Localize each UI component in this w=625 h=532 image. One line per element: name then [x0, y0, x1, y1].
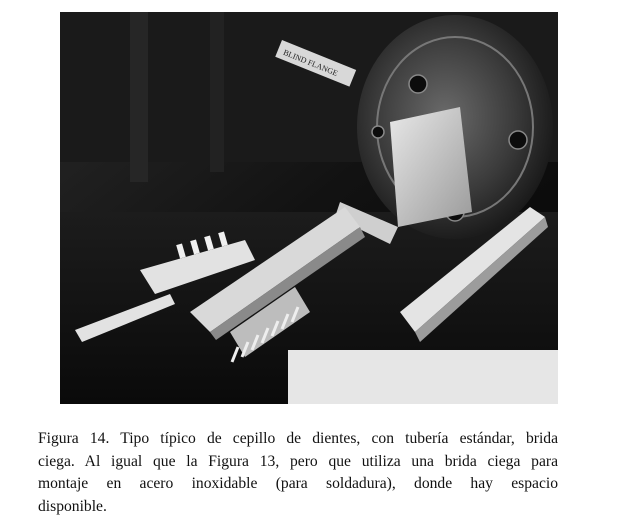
svg-text:BLIND FLANGE: BLIND FLANGE — [281, 47, 340, 78]
caption-line-1: Figura 14. Tipo típico de cepillo de dientes, con tubería estándar, brida — [38, 430, 558, 447]
caption-line-4: disponible. — [38, 497, 107, 515]
caption-line-3: montaje en acero inoxidable (para soldadura), donde hay espacio — [38, 475, 558, 492]
figure-caption — [38, 428, 558, 518]
figure-photo — [60, 12, 558, 404]
caption-line-2: ciega. Al igual que la Figura 13, pero que utiliza una brida ciega para — [38, 452, 558, 470]
photo-illustration — [60, 12, 558, 404]
